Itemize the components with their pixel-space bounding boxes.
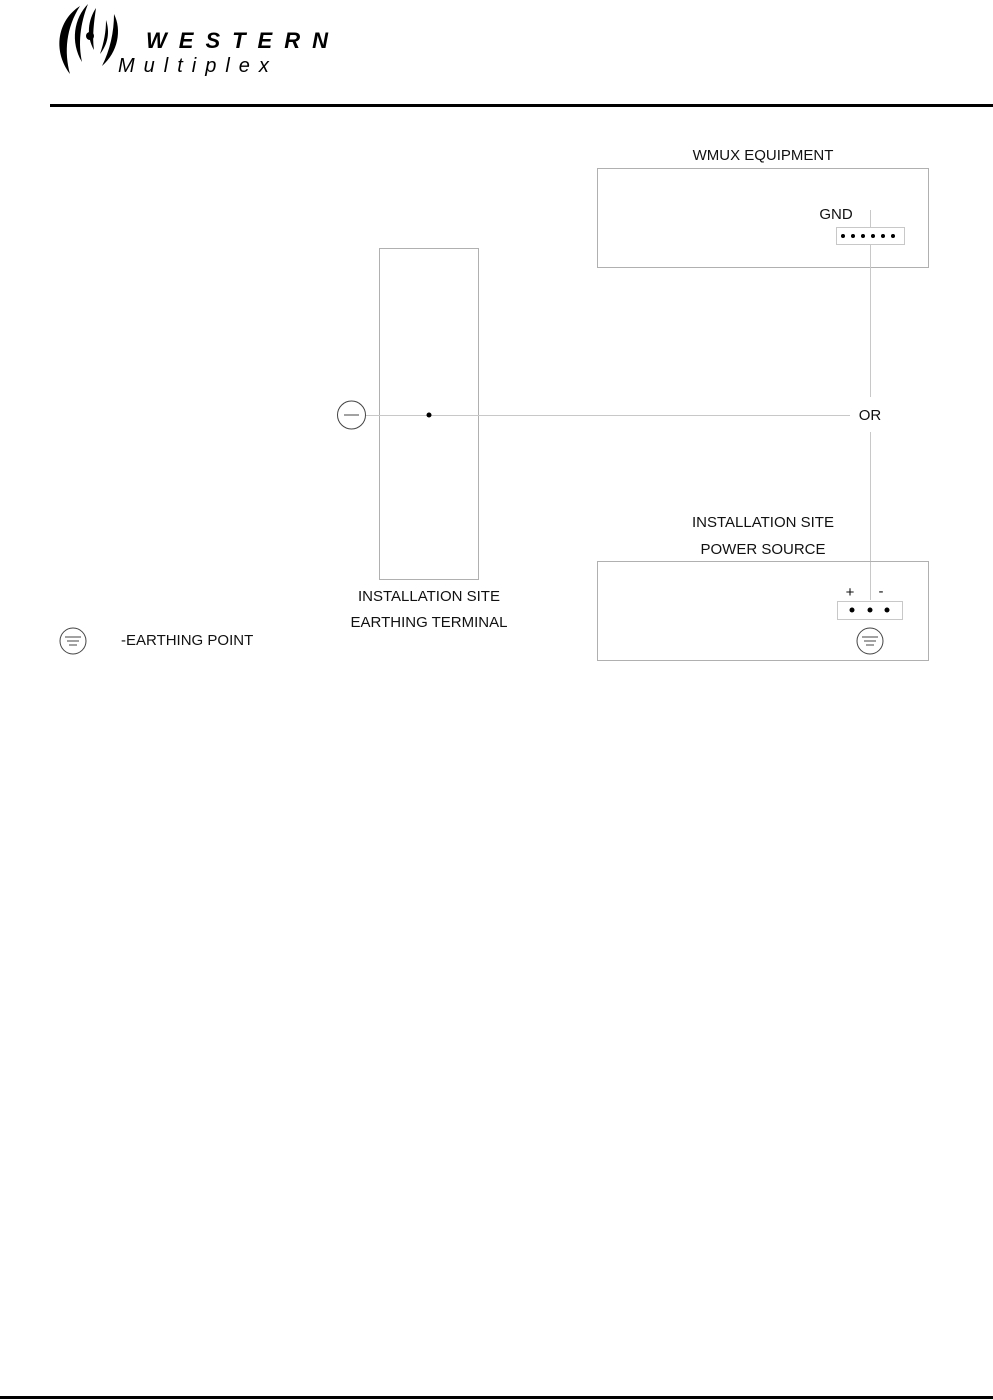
earthing-terminal-label-line1: INSTALLATION SITE: [358, 588, 500, 605]
logo-wordmark-western: WESTERN: [146, 28, 340, 53]
equipment-label: WMUX EQUIPMENT: [692, 147, 834, 164]
power-source-label-line1: INSTALLATION SITE: [692, 514, 834, 531]
power-source-label-line2: POWER SOURCE: [700, 541, 826, 558]
minus-label: -: [878, 583, 884, 600]
gnd-label: GND: [819, 206, 853, 223]
logo-wordmark-multiplex: Multiplex: [118, 55, 278, 77]
terminal-connection-dot: [427, 413, 432, 418]
plus-label: +: [845, 584, 855, 601]
legend-earth-icon: [60, 628, 86, 654]
earthing-terminal-label-line2: EARTHING TERMINAL: [350, 614, 508, 631]
wmux-equipment-box: [598, 169, 929, 268]
earthing-terminal-earth-icon: [338, 401, 366, 429]
power-source-box: [598, 562, 929, 661]
gnd-connector-pins: [841, 234, 895, 238]
power-source-earth-icon: [857, 628, 883, 654]
or-label: OR: [858, 407, 882, 424]
legend-label: -EARTHING POINT: [121, 632, 254, 649]
power-source-connector-pins: [850, 608, 890, 613]
footer-divider: [0, 1396, 993, 1399]
